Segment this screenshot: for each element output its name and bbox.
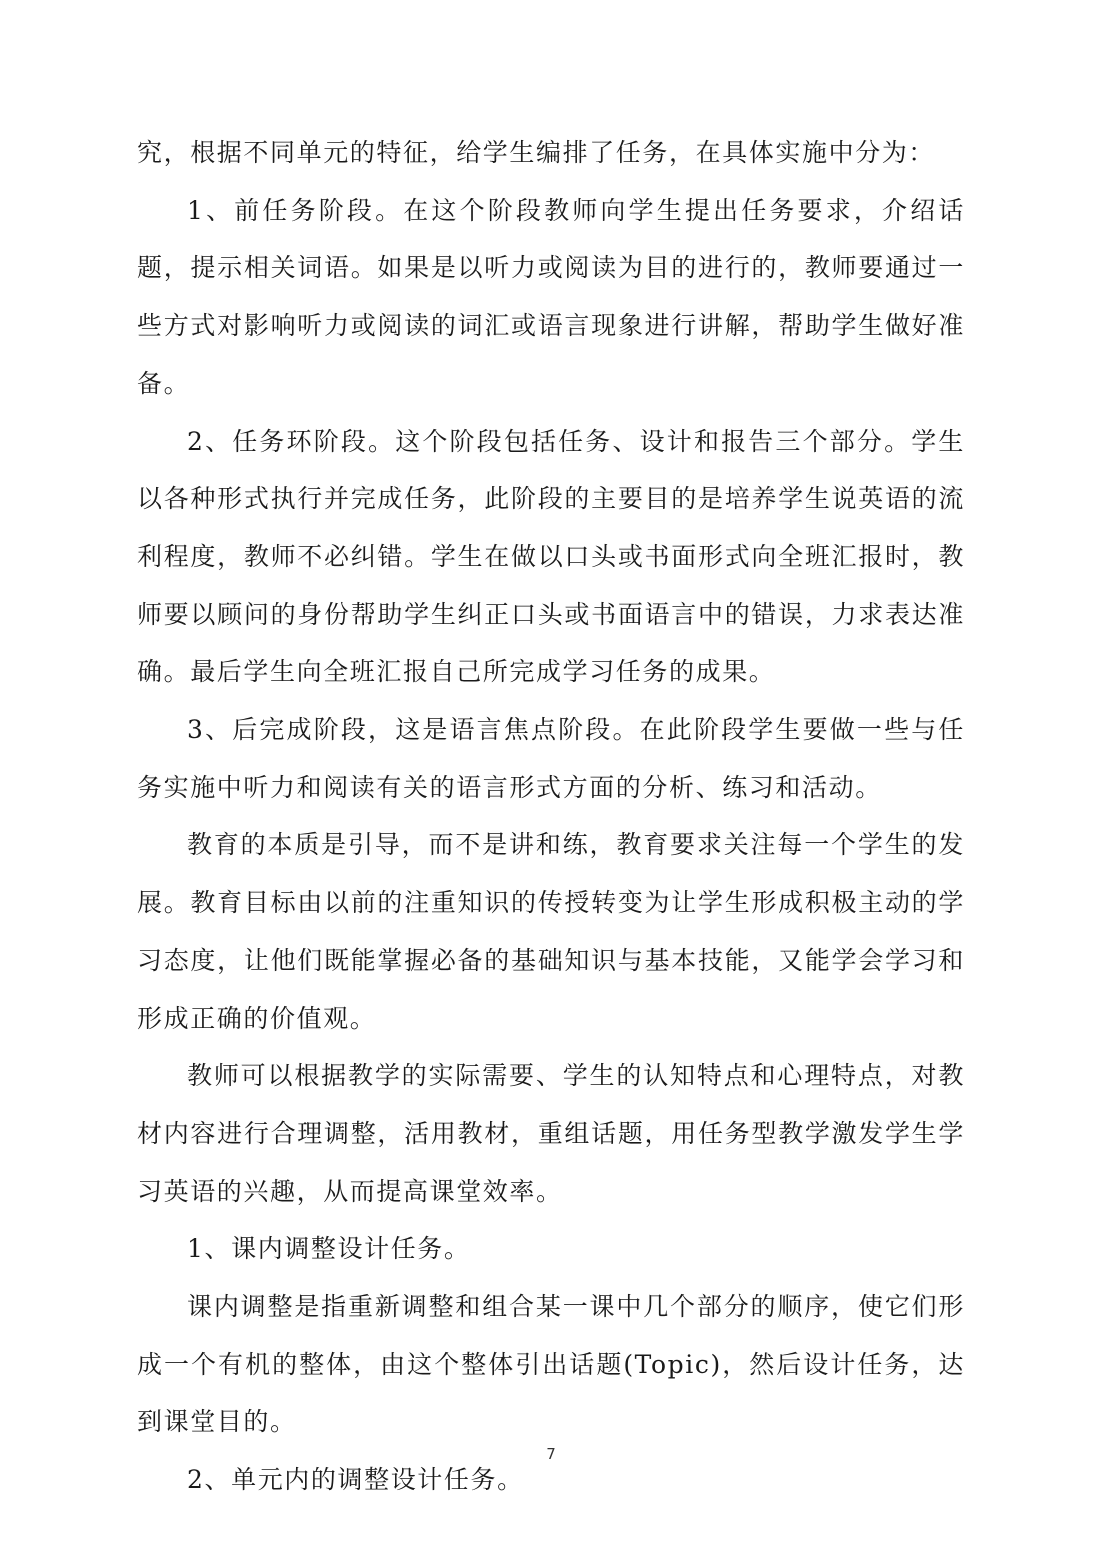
paragraph-task-cycle-stage: 2、任务环阶段。这个阶段包括任务、设计和报告三个部分。学生以各种形式执行并完成任务，此阶段的主要目的是培养学生说英语的流利程度，教师不必纠错。学生在做以口头或书面形式向全班汇报时，教师要以顾问的身份帮助学生纠正口头或书面语言中的错误，力求表达准确。最后学生向全班汇报自己所完成学习任务的成果。 [137,426,965,687]
paragraph-post-task-stage: 3、后完成阶段，这是语言焦点阶段。在此阶段学生要做一些与任务实施中听力和阅读有关的语言形式方面的分析、练习和活动。 [137,715,965,802]
paragraph-pre-task-stage: 1、前任务阶段。在这个阶段教师向学生提出任务要求，介绍话题，提示相关词语。如果是以听力或阅读为目的进行的，教师要通过一些方式对影响听力或阅读的词汇或语言现象进行讲解，帮助学生做好准备。 [137,195,965,398]
document-body [137,124,965,1509]
paragraph-in-lesson-detail: 课内调整是指重新调整和组合某一课中几个部分的顺序，使它们形成一个有机的整体，由这个整体引出话题(Topic)，然后设计任务，达到课堂目的。 [137,1292,965,1437]
paragraph-teacher-adjustment: 教师可以根据教学的实际需要、学生的认知特点和心理特点，对教材内容进行合理调整，活用教材，重组话题，用任务型教学激发学生学习英语的兴趣，从而提高课堂效率。 [137,1061,965,1206]
paragraph-education-essence: 教育的本质是引导，而不是讲和练，教育要求关注每一个学生的发展。教育目标由以前的注重知识的传授转变为让学生形成积极主动的学习态度，让他们既能掌握必备的基础知识与基本技能，又能学会学习和形成正确的价值观。 [137,830,965,1033]
page-number: 7 [546,1445,556,1463]
paragraph-in-lesson-heading: 1、课内调整设计任务。 [187,1234,471,1264]
paragraph-in-unit-heading: 2、单元内的调整设计任务。 [187,1465,524,1495]
paragraph-continuation: 究，根据不同单元的特征，给学生编排了任务，在具体实施中分为： [137,138,936,167]
